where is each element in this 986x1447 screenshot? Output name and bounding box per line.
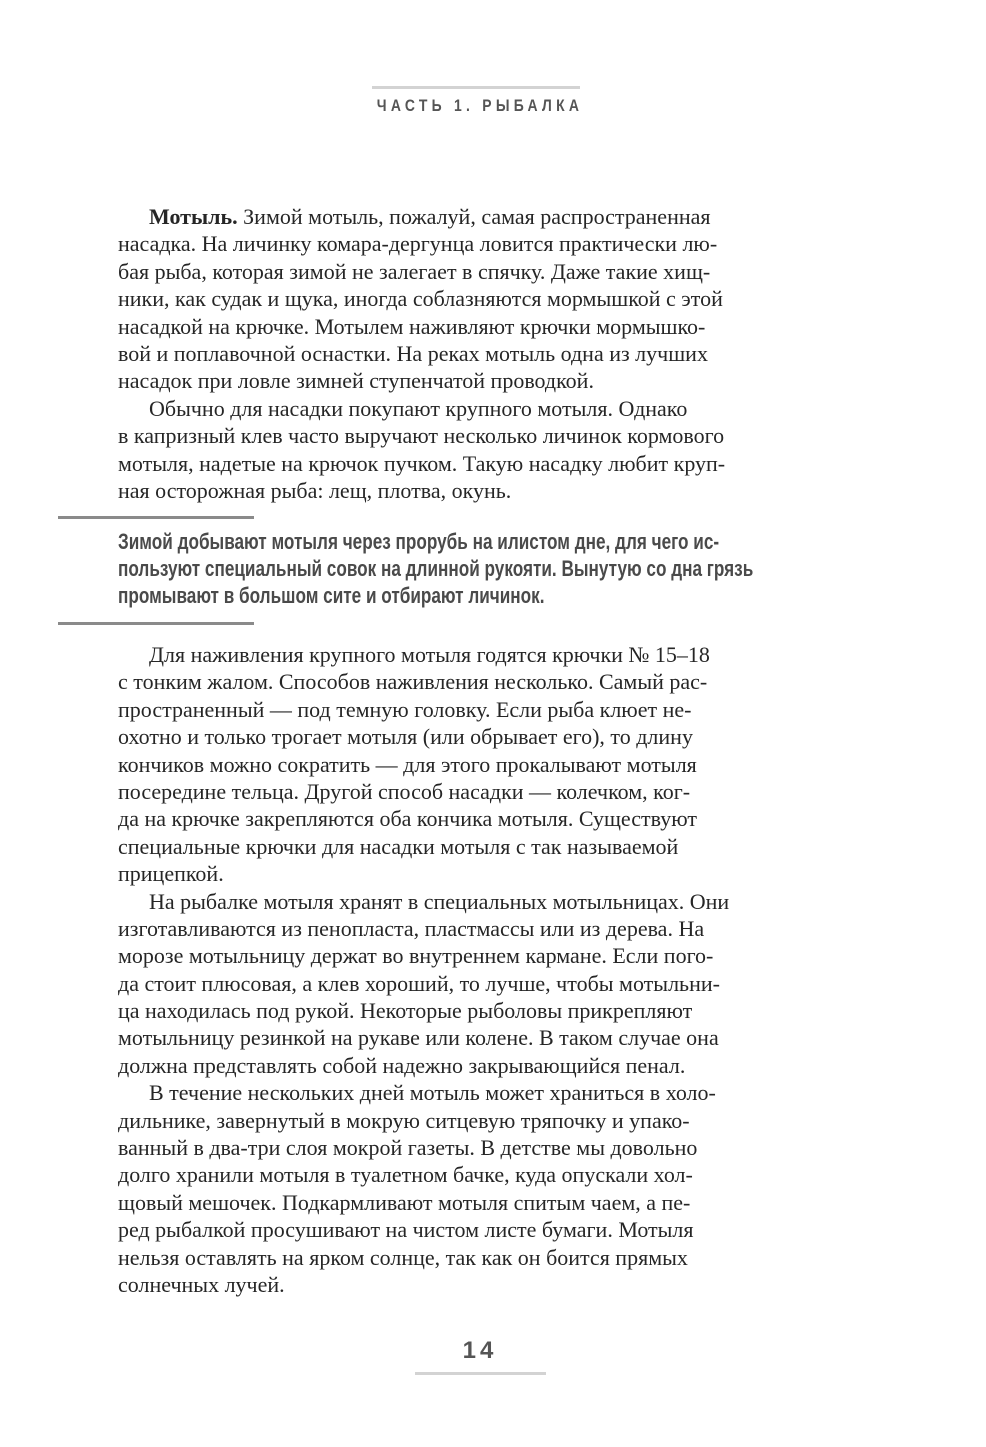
page-number: 14	[462, 1337, 498, 1364]
text-line: пространенный — под темную головку. Если рыба клюет не-	[118, 696, 692, 722]
text-line: посередине тельца. Другой способ насадки — колечком, ког-	[118, 778, 691, 804]
text-block-main	[118, 641, 858, 1298]
callout-line: промывают в большом сите и отбирают личинок.	[118, 583, 545, 608]
callout-note	[118, 528, 858, 609]
text-line: ная осторожная рыба: лещ, плотва, окунь.	[118, 477, 512, 503]
text-line: да стоит плюсовая, а клев хороший, то лучше, чтобы мотыльни-	[118, 970, 720, 996]
text-line: насадок при ловле зимней ступенчатой проводкой.	[118, 368, 594, 394]
text-line: ред рыбалкой просушивают на чистом листе бумаги. Мотыля	[118, 1217, 694, 1243]
text-line: мотыльницу резинкой на рукаве или колене. В таком случае она	[118, 1025, 719, 1051]
text-line: в капризный клев часто выручают несколько личинок кормового	[118, 423, 725, 449]
header-rule	[372, 86, 580, 89]
text-line: ванный в два-три слоя мокрой газеты. В детстве мы довольно	[118, 1135, 698, 1161]
text-line: солнечных лучей.	[118, 1271, 285, 1297]
text-line: вой и поплавочной оснастки. На реках мотыль одна из лучших	[118, 340, 708, 366]
text-line: кончиков можно сократить — для этого прокалывают мотыля	[118, 751, 697, 777]
text-line: На рыбалке мотыля хранят в специальных мотыльницах. Они	[149, 888, 730, 914]
text-line: должна представлять собой надежно закрывающийся пенал.	[118, 1052, 686, 1078]
text-line: ники, как судак и щука, иногда соблазняются мормышкой с этой	[118, 286, 723, 312]
text-line: прицепкой.	[118, 861, 224, 887]
text-line: охотно и только трогает мотыля (или обрывает его), то длину	[118, 724, 693, 750]
lead-term: Мотыль.	[149, 204, 238, 229]
text-line: дильнике, завернутый в мокрую ситцевую тряпочку и упако-	[118, 1107, 690, 1133]
callout-line: пользуют специальный совок на длинной рукояти. Вынутую со дна грязь	[118, 556, 754, 581]
text-line: с тонким жалом. Способов наживления несколько. Самый рас-	[118, 669, 708, 695]
callout-rule-bottom	[58, 622, 254, 625]
text-line: морозе мотыльницу держат во внутреннем кармане. Если пого-	[118, 943, 714, 969]
callout-rule-top	[58, 516, 254, 519]
text-line: Для наживления крупного мотыля годятся крючки № 15–18	[149, 642, 710, 667]
text-line: бая рыба, которая зимой не залегает в спячку. Даже такие хищ-	[118, 258, 711, 284]
running-head: ЧАСТЬ 1. РЫБАЛКА	[376, 96, 584, 115]
text-block-intro	[118, 203, 858, 504]
text-line: ца находилась под рукой. Некоторые рыболовы прикрепляют	[118, 998, 693, 1024]
text-line: В течение нескольких дней мотыль может храниться в холо-	[149, 1080, 716, 1106]
text-line: мотыля, надетые на крючок пучком. Такую насадку любит круп-	[118, 450, 726, 476]
text-line: нельзя оставлять на ярком солнце, так как он боится прямых	[118, 1244, 688, 1270]
callout-line: Зимой добывают мотыля через прорубь на илистом дне, для чего ис-	[118, 529, 720, 554]
text-line: Обычно для насадки покупают крупного мотыля. Однако	[149, 395, 688, 421]
text-line: специальные крючки для насадки мотыля с так называемой	[118, 833, 679, 859]
text-line: насадка. На личинку комара-дергунца ловится практически лю-	[118, 231, 718, 257]
text-line: щовый мешочек. Подкармливают мотыля спитым чаем, а пе-	[118, 1189, 691, 1215]
text-line: да на крючке закрепляются оба кончика мотыля. Существуют	[118, 806, 697, 832]
footer-rule	[415, 1372, 546, 1375]
text-line: долго хранили мотыля в туалетном бачке, куда опускали хол-	[118, 1162, 693, 1188]
text-line: изготавливаются из пенопласта, пластмассы или из дерева. На	[118, 915, 705, 941]
text-line: Мотыль. Зимой мотыль, пожалуй, самая распространенная	[149, 204, 711, 229]
text-line: насадкой на крючке. Мотылем наживляют крючки мормышко-	[118, 313, 706, 339]
